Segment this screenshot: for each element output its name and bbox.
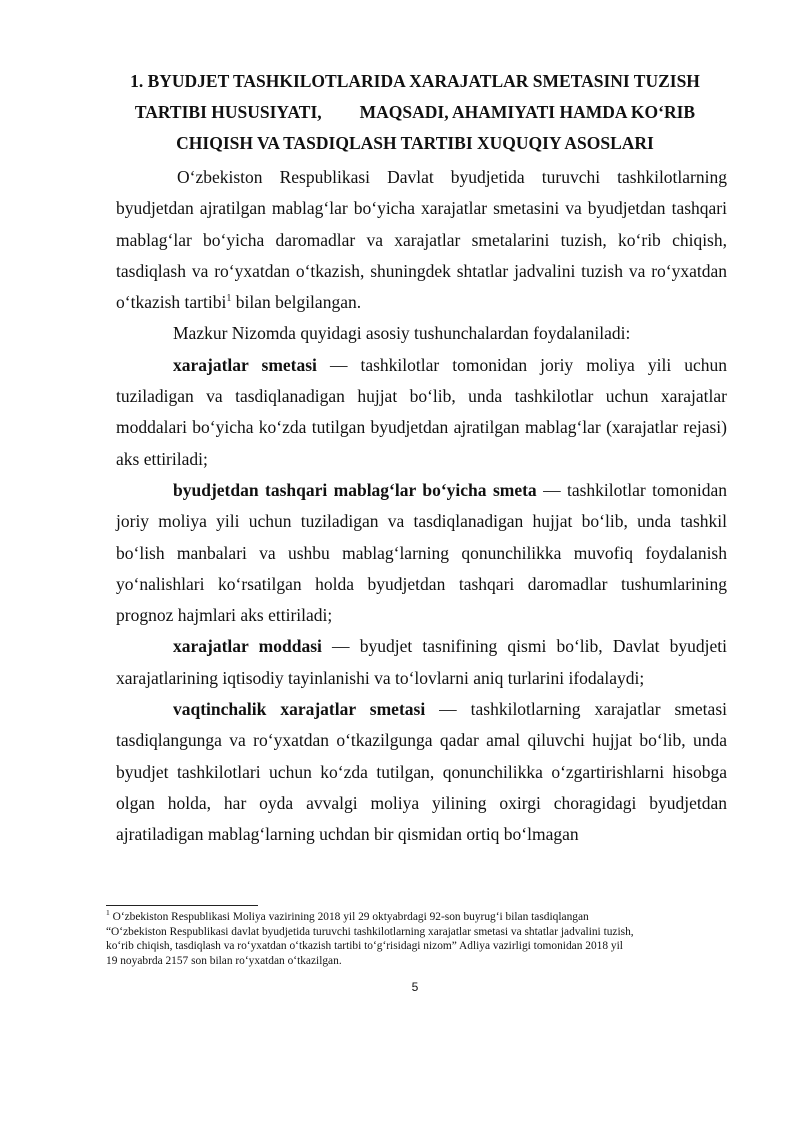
term-definition: — byudjet tasnifining qismi bo‘lib, Davlat byudjeti xarajatlarining iqtisodiy tayinlanishi va to‘lovlarni aniq turlarini ifodalaydi; <box>116 636 727 688</box>
term-name: vaqtinchalik xarajatlar smetasi <box>173 699 426 720</box>
heading-line-2-left: TARTIBI HUSUSIYATI, <box>134 102 322 122</box>
term-definition: — tashkilotlarning xarajatlar smetasi tasdiqlangunga va ro‘yxatdan o‘tkazilgunga qadar amal qiluvchi hujjat bo‘lib, unda byudjet tashkilotlari uchun ko‘zda tutilgan, qonunchilikka o‘zgartirishlarni hisobga olgan holda, har oyda avvalgi moliya yilining oxirgi choragidagi byudjetdan ajratiladigan mablag‘larning uchdan bir qismidan ortiq bo‘lmagan <box>116 699 727 845</box>
heading-line-2-right: MAQSADI, AHAMIYATI HAMDA KO‘RIB <box>359 102 696 122</box>
concepts-intro-paragraph: Mazkur Nizomda quyidagi asosiy tushunchalardan foydalaniladi: <box>173 323 631 344</box>
footnote-reference: 1 <box>226 293 232 305</box>
intro-paragraph <box>116 162 727 318</box>
footnote-line-4: 19 noyabrda 2157 son bilan ro‘yxatdan o‘tkazilgan. <box>106 954 342 967</box>
footnote-line-1: $^1$ O‘zbekiston Respublikasi Moliya vazirining 2018 yil 29 oktyabrdagi 92-son buyrug‘i bilan tasdiqlangan <box>106 908 589 923</box>
term-paragraph <box>116 350 727 475</box>
intro-text: O‘zbekiston Respublikasi Davlat byudjetida turuvchi tashkilotlarning byudjetdan ajratilgan mablag‘lar bo‘yicha xarajatlar smetasini va byudjetdan tashqari mablag‘lar bo‘yicha daromadlar va xarajatlar smetalarini tuzish, ko‘rib chiqish, tasdiqlash va ro‘yxatdan o‘tkazish, shuningdek shtatlar jadvalini tuzish va ro‘yxatdan o‘tkazish tartibi <box>116 167 727 313</box>
footnote-line-2: “O‘zbekiston Respublikasi davlat byudjetida turuvchi tashkilotlarning xarajatlar smetasi va shtatlar jadvalini tuzish, <box>106 925 634 938</box>
term-paragraph <box>116 475 727 631</box>
heading-line-2 <box>100 97 730 128</box>
footnote <box>106 910 731 968</box>
body-text <box>116 162 727 851</box>
term-name: xarajatlar smetasi <box>173 354 317 375</box>
heading-line-1: 1. BYUDJET TASHKILOTLARIDA XARAJATLAR SMETASINI TUZISH <box>130 71 700 91</box>
heading-line-3: CHIQISH VA TASDIQLASH TARTIBI XUQUQIY ASOSLARI <box>176 133 654 153</box>
term-paragraph <box>116 631 727 694</box>
term-definition: — tashkilotlar tomonidan joriy moliya yili uchun tuziladigan va tasdiqlanadigan hujjat bo‘lib, unda tashkil bo‘lish manbalari va ushbu mablag‘larning qonunchilikka muvofiq foydalanish yo‘nalishlari ko‘rsatilgan holda byudjetdan tashqari daromadlar tushumlarining prognoz hajmlari aks ettiriladi; <box>116 479 727 626</box>
intro-tail: bilan belgilangan. <box>231 292 362 313</box>
footnote-separator <box>106 905 258 906</box>
footnote-line-3: ko‘rib chiqish, tasdiqlash va ro‘yxatdan o‘tkazish tartibi to‘g‘risidagi nizom” Adliya vazirligi tomonidan 2018 yil <box>106 940 623 953</box>
term-definition: — tashkilotlar tomonidan joriy moliya yili uchun tuziladigan va tasdiqlanadigan hujjat bo‘lib, unda tashkilotlar uchun xarajatlar moddalari bo‘yicha ko‘zda tutilgan byudjetdan ajratilgan mablag‘lar (xarajatlar rejasi) aks ettiriladi; <box>116 354 727 469</box>
term-name: byudjetdan tashqari mablag‘lar bo‘yicha smeta <box>173 479 537 500</box>
footnote-marker: 1 <box>106 908 110 918</box>
term-name: xarajatlar moddasi <box>173 636 322 657</box>
term-paragraph <box>116 694 727 850</box>
section-heading <box>100 66 730 159</box>
page-number: 5 <box>411 980 419 994</box>
